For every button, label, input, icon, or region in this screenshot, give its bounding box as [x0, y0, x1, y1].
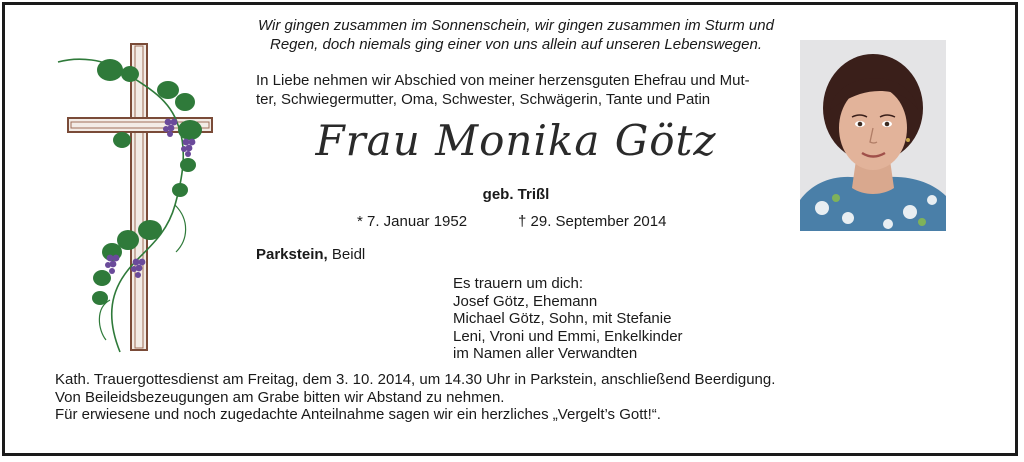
- birth-date: * 7. Januar 1952: [357, 213, 468, 230]
- service-info: [55, 371, 775, 424]
- footer-line: Von Beileidsbezeugungen am Grabe bitten wir Abstand zu nehmen.: [55, 388, 505, 406]
- verse-line: Regen, doch niemals ging einer von uns allein auf unseren Lebenswegen.: [269, 36, 762, 53]
- mourners-heading: Es trauern um dich:: [453, 275, 584, 292]
- verse: [236, 16, 796, 54]
- footer-line: Kath. Trauergottesdienst am Freitag, dem 3. 10. 2014, um 14.30 Uhr in Parkstein, anschließend Beerdigung.: [55, 371, 776, 388]
- footer-line: Für erwiesene und noch zugedachte Anteilnahme sagen wir ein herzliches „Vergelt’s Gott!“.: [55, 406, 661, 423]
- mourner-item: Josef Götz, Ehemann: [453, 292, 598, 310]
- intro-line: ter, Schwiegermutter, Oma, Schwester, Schwägerin, Tante und Patin: [256, 91, 711, 108]
- deceased-name: Frau Monika Götz: [315, 116, 717, 165]
- place-town: Parkstein,: [256, 246, 328, 263]
- verse-line: Wir gingen zusammen im Sonnenschein, wir gingen zusammen im Sturm und: [258, 17, 774, 34]
- cross-with-vine-icon: [50, 40, 220, 360]
- birth-name: geb. Trißl: [482, 186, 550, 203]
- intro-text: [256, 71, 776, 109]
- mourner-item: Leni, Vroni und Emmi, Enkelkinder: [453, 327, 683, 345]
- death-date: † 29. September 2014: [518, 213, 667, 230]
- mourner-item: im Namen aller Verwandten: [453, 345, 638, 362]
- mourner-item: Michael Götz, Sohn, mit Stefanie: [453, 310, 672, 327]
- place: [256, 246, 365, 263]
- place-district: Beidl: [327, 246, 366, 263]
- mourners-list: [453, 275, 683, 363]
- portrait-photo: [800, 40, 946, 231]
- intro-line: In Liebe nehmen wir Abschied von meiner herzensguten Ehefrau und Mut-: [256, 72, 750, 89]
